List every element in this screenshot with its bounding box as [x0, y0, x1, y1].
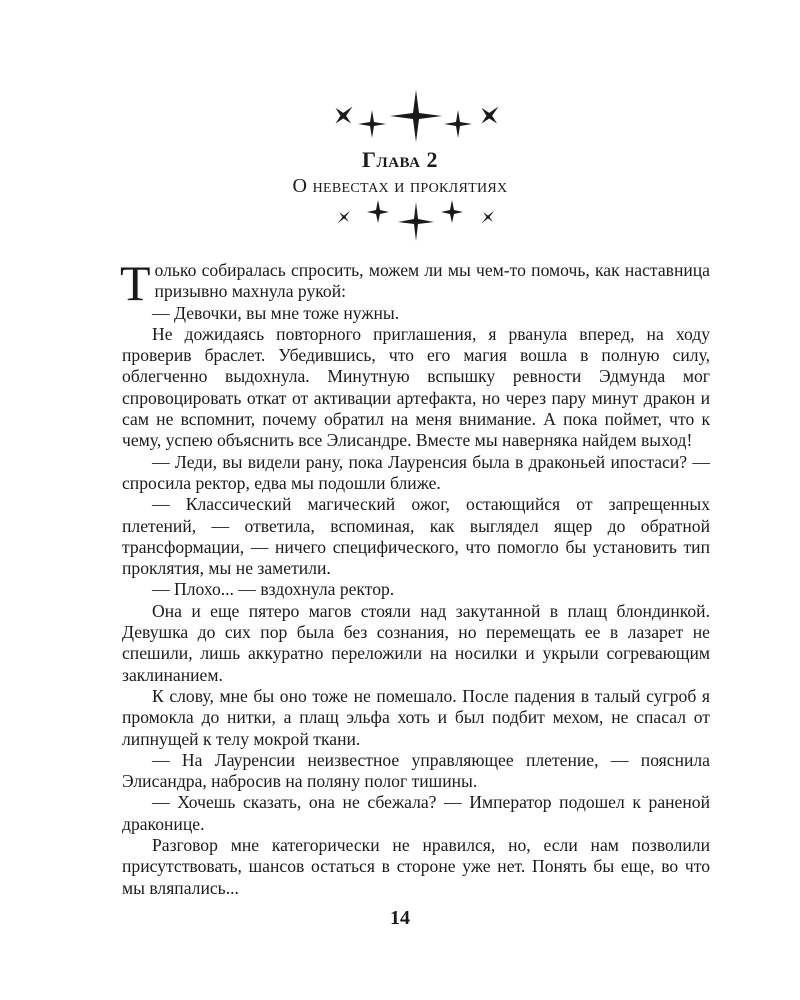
star-icon	[328, 99, 361, 132]
chapter-title: О невестах и проклятиях	[292, 175, 508, 197]
paragraph: Не дожидаясь повторного приглашения, я рванула вперед, на ходу проверив браслет. Убедившись, что его магия вошла в полную силу, облегченно выдохнула. Минутную вспышку ревности Эдмунда мог спровоцировать откат от активации артефакта, но через пару минут дракон и сам не вспомнит, почему обратил на меня внимание. А пока поймет, что к чему, успею объяснить все Элисандре. Вместе мы наверняка найдем выход!	[122, 323, 710, 451]
star-icon	[390, 90, 442, 142]
star-icon	[477, 206, 500, 229]
paragraph: — Плохо... — вздохнула ректор.	[152, 579, 395, 600]
star-ornament-top	[0, 88, 800, 148]
star-icon	[474, 99, 507, 132]
paragraph: — Хочешь сказать, она не сбежала? — Император подошел к раненой драконице.	[122, 792, 710, 834]
drop-cap: Т	[120, 255, 151, 311]
paragraph: — Девочки, вы мне тоже нужны.	[152, 302, 400, 323]
paragraph: — Классический магический ожог, остающийся от запрещенных плетений, — ответила, вспоминая, как выглядел ящер до обратной трансформации, — ничего специфического, что помогло бы установить тип проклятия, мы не заметили.	[122, 494, 710, 579]
chapter-body	[120, 255, 710, 899]
star-icon	[444, 110, 472, 138]
star-icon	[333, 206, 356, 229]
star-icon	[441, 200, 463, 223]
opening-text: олько собиралась спросить, можем ли мы чем-то помочь, как наставница призывно махнула рукой:	[154, 260, 710, 302]
paragraph: — На Лауренсии неизвестное управляющее плетение, — пояснила Элисандра, набросив на поляну полог тишины.	[122, 749, 710, 792]
paragraph: Она и еще пятеро магов стояли над закутанной в плащ блондинкой. Девушка до сих пор была без сознания, но перемещать ее в лазарет не спешили, лишь аккуратно переложили на носилки и укрыли согревающим заклинанием.	[122, 600, 710, 685]
star-ornament-bottom	[0, 196, 800, 242]
paragraph: К слову, мне бы оно тоже не помешало. После падения в талый сугроб я промокла до нитки, а плащ эльфа хоть и был подбит мехом, не спасал от липнущей к телу мокрой ткани.	[122, 685, 710, 749]
chapter-label: Глава 2	[362, 147, 438, 172]
star-icon	[398, 202, 434, 241]
star-icon	[358, 110, 386, 138]
star-icon	[367, 200, 389, 223]
paragraph: Разговор мне категорически не нравился, но, если нам позволили присутствовать, шансов остаться в стороне уже нет. Понять бы еще, во что мы вляпались...	[122, 835, 710, 898]
page-number: 14	[390, 907, 410, 929]
opening-paragraph	[120, 255, 710, 311]
paragraph: — Леди, вы видели рану, пока Лауренсия была в драконьей ипостаси? — спросила ректор, едва мы подошли ближе.	[122, 451, 710, 493]
